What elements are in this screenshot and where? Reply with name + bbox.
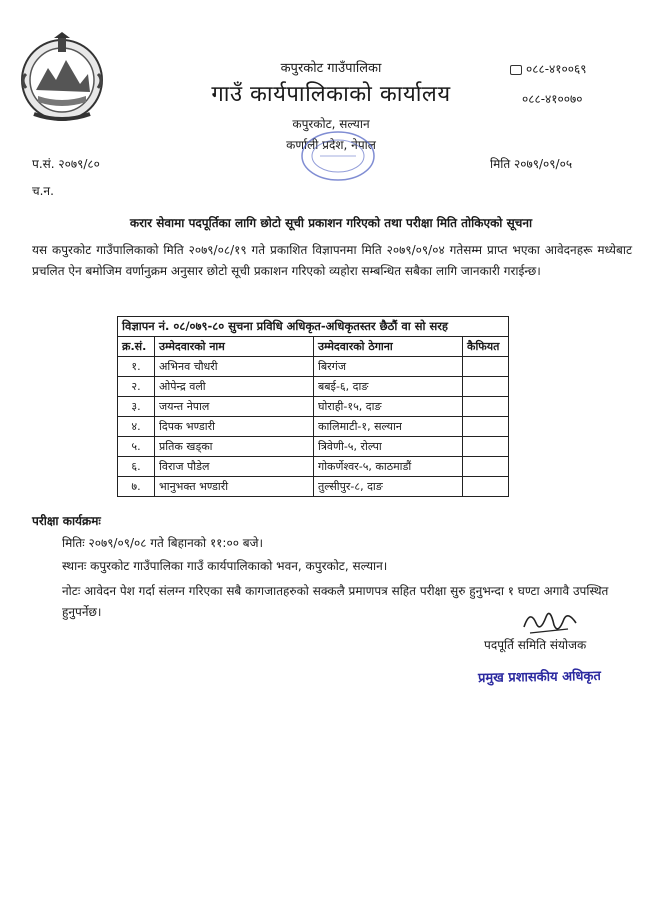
office-name-large: गाउँ कार्यपालिकाको कार्यालय: [211, 82, 451, 107]
candidate-address: त्रिवेणी-५, रोल्पा: [314, 437, 463, 457]
phone-icon: [510, 65, 522, 75]
row-number: ७.: [118, 477, 155, 497]
candidate-remarks: [463, 477, 509, 497]
table-row: [118, 357, 509, 377]
phone-number-1-text: ०८८-४१००६९: [526, 62, 587, 76]
address-line-1: कपुरकोट, सल्यान: [292, 117, 370, 131]
exam-venue: स्थानः कपुरकोट गाउँपालिका गाउँ कार्यपालिकाको भवन, कपुरकोट, सल्यान।: [62, 559, 388, 573]
candidate-address: बिरगंज: [314, 357, 463, 377]
exam-note: नोटः आवेदन पेश गर्दा संलग्न गरिएका सबै कागजातहरुको सक्कलै प्रमाणपत्र सहित परीक्षा सुरु हुनुभन्दा १ घण्टा अगावै उपस्थित हुनुपर्नेछ।: [62, 584, 609, 619]
officer-stamp: प्रमुख प्रशासकीय अधिकृत: [477, 668, 601, 687]
table-header-row: [118, 337, 509, 357]
candidate-address: तुल्सीपुर-८, दाङ: [314, 477, 463, 497]
candidate-remarks: [463, 437, 509, 457]
candidate-remarks: [463, 417, 509, 437]
candidate-name: प्रतिक खड्का: [155, 437, 314, 457]
notice-body: यस कपुरकोट गाउँपालिकाको मिति २०७९/०८/१९ गते प्रकाशित विज्ञापनमा मिति २०७९/०९/०४ गतेसम्म प्राप्त भएका आवेदनहरू मध्येबाट प्रचलित ऐन बमोजिम वर्णानुक्रम अनुसार छोटो सूची प्रकाशन गरिएको व्यहोरा सम्बन्धित सबैका लागि जानकारी गराईन्छ।: [32, 243, 632, 278]
row-number: ५.: [118, 437, 155, 457]
notice-subject: करार सेवामा पदपूर्तिका लागि छोटो सूची प्रकाशन गरिएको तथा परीक्षा मिति तोकिएको सूचना: [129, 216, 533, 230]
candidate-name: भानुभक्त भण्डारी: [155, 477, 314, 497]
dispatch-number: च.न.: [32, 184, 54, 198]
row-number: ३.: [118, 397, 155, 417]
candidate-address: कालिमाटी-१, सल्यान: [314, 417, 463, 437]
candidate-name: विराज पौडेल: [155, 457, 314, 477]
table-row: [118, 397, 509, 417]
row-number: ६.: [118, 457, 155, 477]
candidate-remarks: [463, 357, 509, 377]
office-stamp: [298, 130, 378, 182]
shortlist-table: [117, 316, 509, 497]
row-number: १.: [118, 357, 155, 377]
reference-number: प.सं. २०७९/८०: [32, 157, 100, 171]
col-header-name: उम्मेदवारको नाम: [155, 337, 314, 357]
candidate-name: ओपेन्द्र वली: [155, 377, 314, 397]
candidate-address: घोराही-१५, दाङ: [314, 397, 463, 417]
signatory-title: पदपूर्ति समिति संयोजक: [484, 638, 587, 652]
row-number: ४.: [118, 417, 155, 437]
candidate-remarks: [463, 457, 509, 477]
address-line-2: कर्णाली प्रदेश, नेपाल: [286, 138, 376, 152]
table-caption-row: [118, 317, 509, 337]
office-name-small: कपुरकोट गाउँपालिका: [280, 61, 382, 76]
candidate-name: दिपक भण्डारी: [155, 417, 314, 437]
table-row: [118, 377, 509, 397]
phone-number-1: [510, 60, 587, 77]
table-row: [118, 477, 509, 497]
candidate-address: बबई-६, दाङ: [314, 377, 463, 397]
table-caption: विज्ञापन नं. ०८/०७९-८० सुचना प्रविधि अधिकृत-अधिकृतस्तर छैठौं वा सो सरह: [118, 317, 509, 337]
col-header-sn: क्र.सं.: [118, 337, 155, 357]
row-number: २.: [118, 377, 155, 397]
col-header-remarks: कैफियत: [463, 337, 509, 357]
candidate-address: गोकर्णेश्वर-५, काठमाडौं: [314, 457, 463, 477]
table-row: [118, 437, 509, 457]
exam-schedule-title: परीक्षा कार्यक्रमः: [32, 514, 101, 528]
candidate-remarks: [463, 377, 509, 397]
table-row: [118, 417, 509, 437]
phone-number-2: ०८८-४१००७०: [522, 92, 583, 106]
candidate-name: अभिनव चौधरी: [155, 357, 314, 377]
col-header-address: उम्मेदवारको ठेगाना: [314, 337, 463, 357]
candidate-name: जयन्त नेपाल: [155, 397, 314, 417]
exam-date: मितिः २०७९/०९/०८ गते बिहानको ११:०० बजे।: [62, 536, 264, 550]
candidate-remarks: [463, 397, 509, 417]
table-row: [118, 457, 509, 477]
letter-date: मिति २०७९/०९/०५: [490, 157, 573, 171]
